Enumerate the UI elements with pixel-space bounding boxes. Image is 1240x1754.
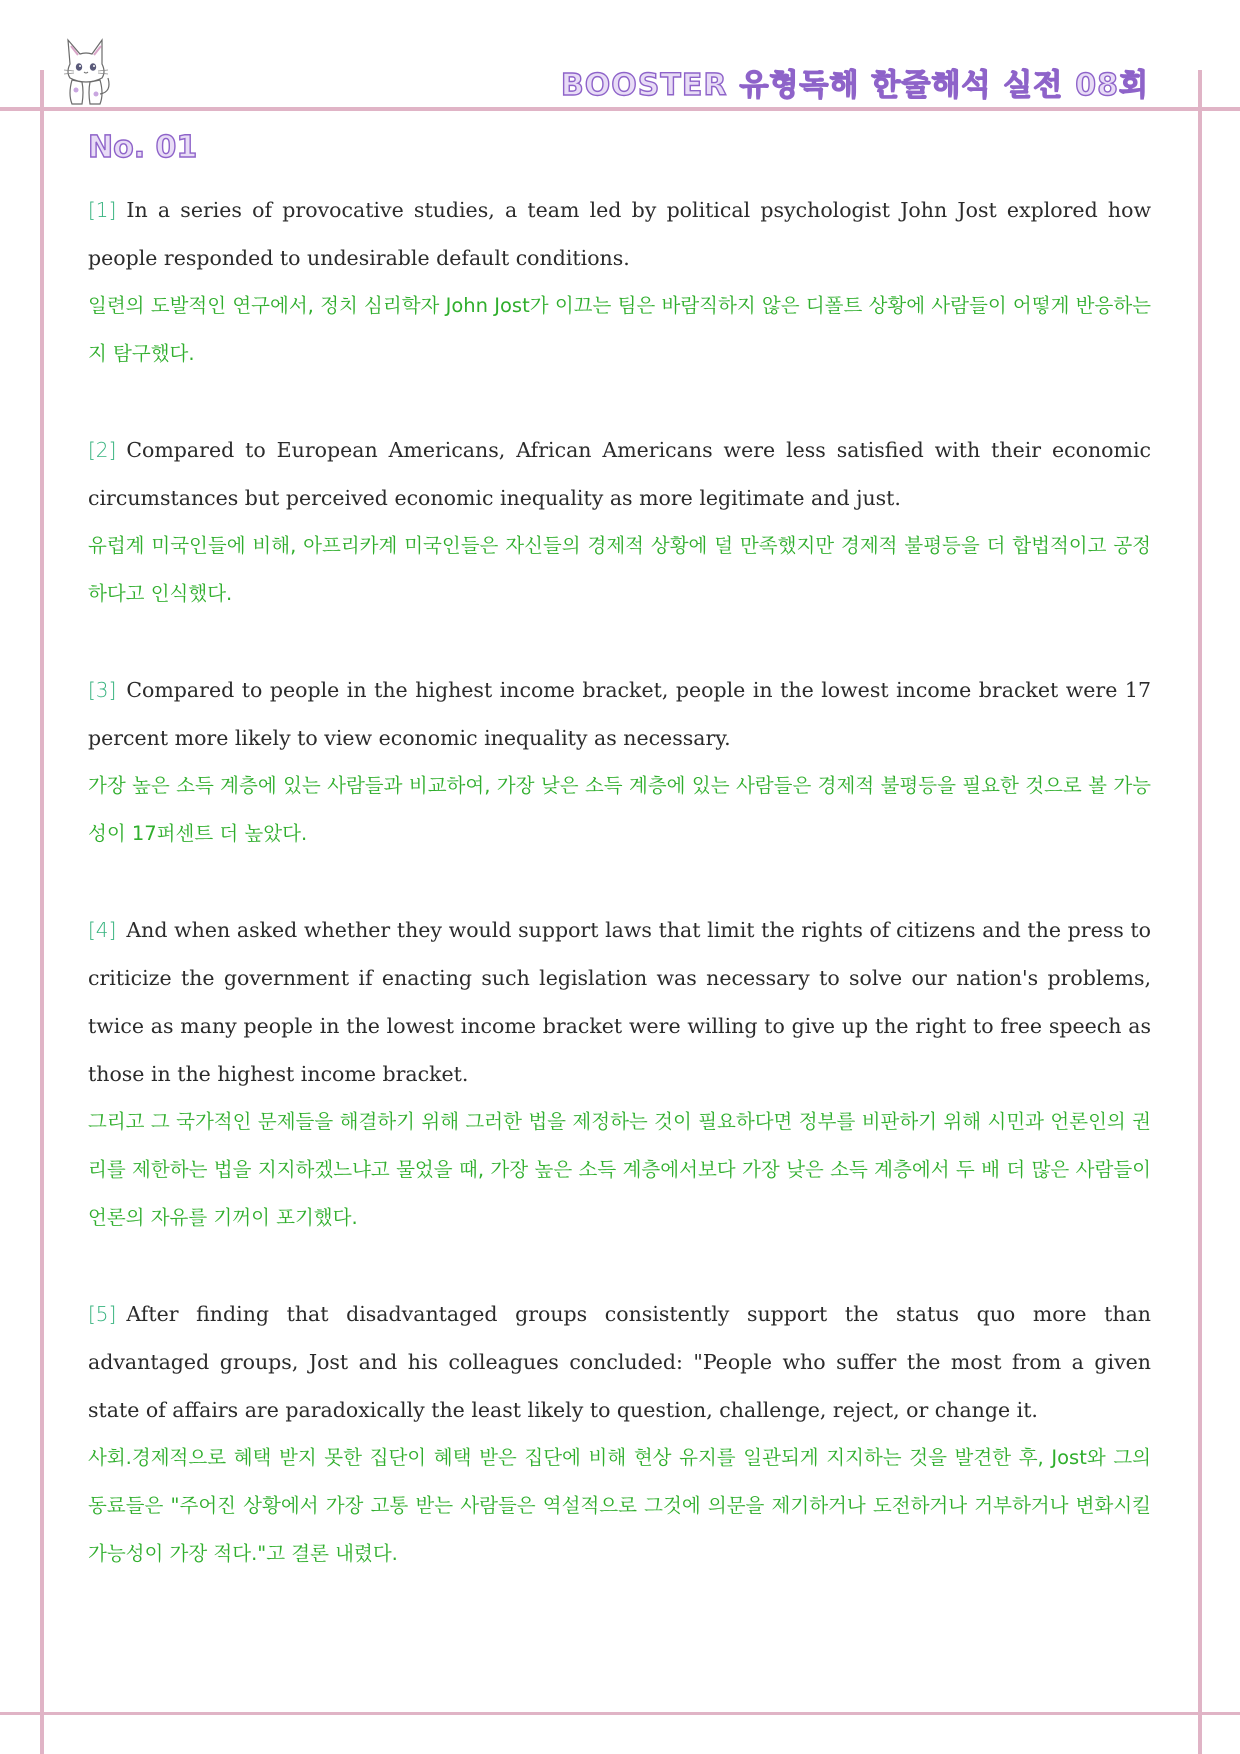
header-word-4: 실전 [1003, 68, 1064, 103]
page-header-title [561, 60, 1149, 104]
english-text: After finding that disadvantaged groups consistently support the status quo more than advantaged groups, Jost and his colleagues concluded: "People who suffer the most from a given state of affairs are paradoxically the least likely to question, challenge, reject, or change it. [88, 1302, 1151, 1422]
section-number: No. 01 [88, 130, 198, 165]
paragraph-5 [88, 1290, 1151, 1578]
paragraph-2 [88, 426, 1151, 618]
english-sentence [88, 1290, 1151, 1434]
paragraph-3 [88, 666, 1151, 858]
korean-translation: 일련의 도발적인 연구에서, 정치 심리학자 John Jost가 이끄는 팀은 바람직하지 않은 디폴트 상황에 사람들이 어떻게 반응하는지 탐구했다. [88, 294, 1151, 365]
sentence-number: [1] [88, 198, 117, 222]
korean-translation: 가장 높은 소득 계층에 있는 사람들과 비교하여, 가장 낮은 소득 계층에 있는 사람들은 경제적 불평등을 필요한 것으로 볼 가능성이 17퍼센트 더 높았다. [88, 774, 1151, 845]
frame-left-border [40, 70, 44, 1754]
passage-content [88, 186, 1151, 1626]
english-text: Compared to people in the highest income bracket, people in the lowest income bracket were 17 percent more likely to view economic inequality as necessary. [88, 678, 1151, 750]
header-word-3: 한줄해석 [871, 68, 992, 103]
english-sentence [88, 906, 1151, 1098]
frame-right-border [1198, 70, 1202, 1754]
header-word-1: BOOSTER [560, 68, 728, 103]
header-word-5: 08회 [1075, 68, 1149, 103]
korean-translation: 사회.경제적으로 혜택 받지 못한 집단이 혜택 받은 집단에 비해 현상 유지를 일관되게 지지하는 것을 발견한 후, Jost와 그의 동료들은 "주어진 상황에서 가장 고통 받는 사람들은 역설적으로 그것에 의문을 제기하거나 도전하거나 거부하거나 변화시킬 가능성이 가장 적다."고 결론 내렸다. [88, 1446, 1151, 1565]
english-text: And when asked whether they would support laws that limit the rights of citizens and the press to criticize the government if enacting such legislation was necessary to solve our nation's problems, twice as many people in the lowest income bracket were willing to give up the right to free speech as those in the highest income bracket. [88, 918, 1151, 1086]
sentence-number: [3] [88, 678, 117, 702]
english-sentence [88, 666, 1151, 762]
frame-top-rule [0, 107, 1240, 111]
frame-bottom-rule [0, 1712, 1240, 1715]
sentence-number: [4] [88, 918, 117, 942]
sentence-number: [2] [88, 438, 117, 462]
english-sentence [88, 186, 1151, 282]
paragraph-4 [88, 906, 1151, 1242]
header-word-2: 유형독해 [739, 68, 860, 103]
korean-translation: 그리고 그 국가적인 문제들을 해결하기 위해 그러한 법을 제정하는 것이 필요하다면 정부를 비판하기 위해 시민과 언론인의 권리를 제한하는 법을 지지하겠느냐고 물었을 때, 가장 높은 소득 계층에서보다 가장 낮은 소득 계층에서 두 배 더 많은 사람들이 언론의 자유를 기꺼이 포기했다. [88, 1110, 1151, 1229]
english-text: Compared to European Americans, African Americans were less satisfied with their economic circumstances but perceived economic inequality as more legitimate and just. [88, 438, 1151, 510]
english-sentence [88, 426, 1151, 522]
paragraph-1 [88, 186, 1151, 378]
korean-translation: 유럽계 미국인들에 비해, 아프리카계 미국인들은 자신들의 경제적 상황에 덜 만족했지만 경제적 불평등을 더 합법적이고 공정하다고 인식했다. [88, 534, 1151, 605]
cat-icon [56, 34, 116, 106]
sentence-number: [5] [88, 1302, 117, 1326]
english-text: In a series of provocative studies, a team led by political psychologist John Jost explored how people responded to undesirable default conditions. [88, 198, 1151, 270]
